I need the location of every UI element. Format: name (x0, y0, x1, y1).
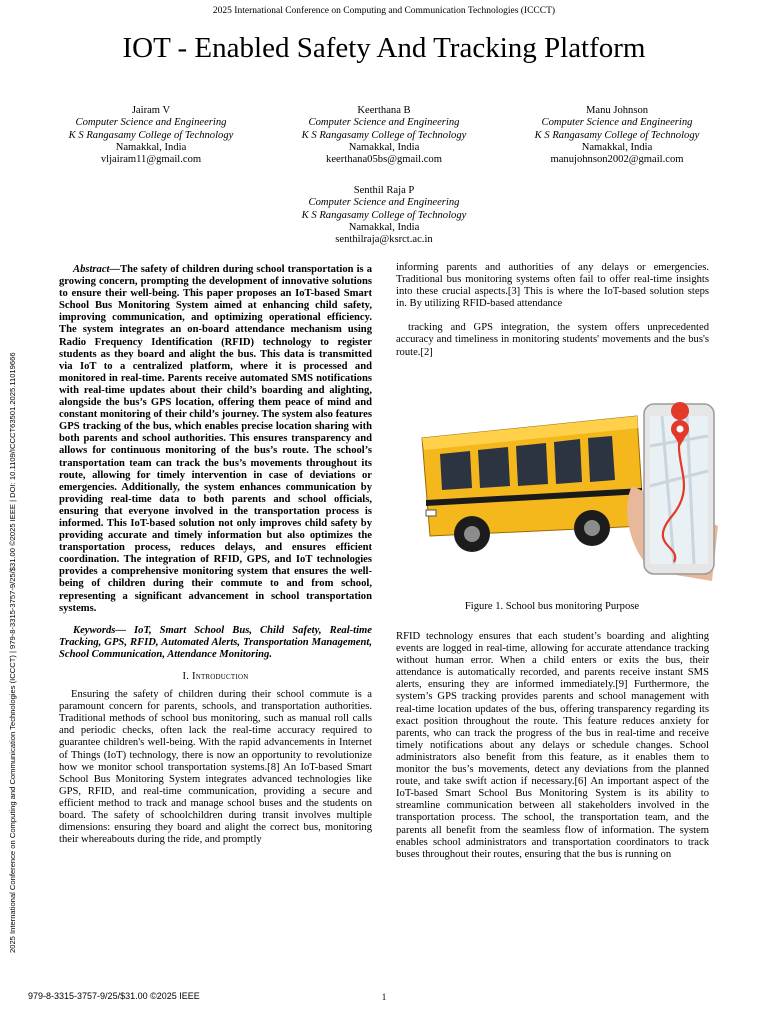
author-location: Namakkal, India (115, 141, 187, 153)
conference-header: 2025 International Conference on Computing and Communication Technologies (ICCCT) (212, 6, 556, 16)
author-dept: Computer Science and Engineering (308, 197, 460, 209)
author-name: Jairam V (131, 105, 171, 116)
author-name: Senthil Raja P (353, 185, 415, 196)
paper-title: IOT - Enabled Safety And Tracking Platform (122, 32, 646, 64)
page-number: 1 (381, 992, 387, 1002)
figure-school-bus-illustration (412, 376, 722, 582)
author-email[interactable]: vljairam11@gmail.com (100, 154, 202, 166)
author-email[interactable]: manujohnson2002@gmail.com (550, 154, 684, 166)
author-dept: Computer Science and Engineering (75, 117, 227, 129)
author-dept: Computer Science and Engineering (308, 117, 460, 129)
author-location: Namakkal, India (348, 221, 420, 233)
side-doi-text: 2025 International Conference on Computing and Communication Technologies (ICCCT) | 979-8-3315-3757-9/25/$31.00 ©2025 IEEE | DOI: 10.1109/ICCCT63501.2025.11019666 (8, 352, 17, 953)
abstract-text: The safety of children during school transportation is a growing concern, prompting the development of innovative solutions to ensure their well-being. This paper proposes an IoT-based Smart School Bus Monitoring System aimed at enhancing child safety, improving communication, and optimizing operational efficiency. The system integrates an on-board attendance mechanism using Radio Frequency Identification (RFID) technology to register students as they board and alight the bus. This data is transmitted via IoT to a centralized platform, where it is processed and monitored in real-time. Parents receive automated SMS notifications with real-time updates about their child’s boarding and alighting, alongside the bus’s GPS location, offering them peace of mind and constant monitoring of their child’s journey. The system also features GPS tracking of the bus, which enables precise location sharing with both parents and school authorities. This ensures transparency and allows for continuous monitoring of the bus’s route. The school’s transportation team can track the bus’s movements throughout its route, allowing for timely intervention in case of deviations or emergencies. Additionally, the system enhances communication by providing real-time data to both parents and school officials, ensuring that everyone involved in the transportation process is informed. This IoT-based solution not only improves child safety by providing accurate and timely information but also optimizes the transportation process, reduces delays, and ensures efficient coordination. The integration of RFID, GPS, and IoT technologies provides a comprehensive monitoring system that ensures the well-being of children during their commute to and from school, representing a significant advancement in school transportation systems. (59, 264, 372, 614)
author-name: Manu Johnson (585, 105, 649, 116)
figure-caption: Figure 1. School bus monitoring Purpose (464, 601, 640, 612)
right-paragraph-3: RFID technology ensures that each student’s boarding and alighting events are logged in real-time, allowing for accurate attendance tracking without human error. When a child enters or exits the bus, their attendance is automatically recorded, and parents receive instant SMS alerts, ensuring they are informed immediately.[9] Furthermore, the system’s GPS tracking provides parents and school management with real-time location updates of the bus, offering transparency regarding its exact position throughout the route. This feature reduces anxiety for parents, who can track the progress of the bus in real-time and receive timely notifications about any delays or schedule changes. School administrators also benefit from this feature, as it enables them to monitor the bus’s movements, detect any deviations from the planned route, and take swift action if necessary.[6] An important aspect of the IoT-based Smart School Bus Monitoring System is its ability to streamline communication between all stakeholders involved in the transportation process. The school, the transportation team, and the parents all benefit from the seamless flow of information. The system enables school administrators and transportation coordinators to track buses throughout their routes, ensuring that the bus is running on (396, 631, 709, 860)
author-email[interactable]: senthilraja@ksrct.ac.in (335, 234, 433, 246)
right-paragraph-2: tracking and GPS integration, the system offers unprecedented accuracy and timeliness in monitoring students' movements and the bus's route.[2] (396, 322, 709, 358)
abstract-label: Abstract— (73, 264, 121, 275)
author-college: K S Rangasamy College of Technology (301, 209, 467, 221)
author-college: K S Rangasamy College of Technology (534, 129, 700, 141)
author-block-4 (274, 185, 494, 246)
right-column-bottom (396, 631, 709, 861)
author-name: Keerthana B (357, 105, 411, 116)
school-bus-image (422, 416, 644, 552)
left-column (59, 264, 372, 846)
keywords-text: IoT, Smart School Bus, Child Safety, Real-time Tracking, GPS, RFID, Automated Alerts, Transportation Management, School Communication, Attendance Monitoring. (59, 624, 372, 660)
intro-paragraph-1: Ensuring the safety of children during their school commute is a paramount concern for parents, schools, and transportation authorities. Traditional methods of school bus monitoring, such as manual roll calls and periodic checks, often lack the real-time accuracy required to guarantee children's well-being. With the rapid advancements in Internet of Things (IoT) technology, there is now an opportunity to revolutionize how we monitor school transportation systems.[8] An IoT-based Smart School Bus Monitoring System integrates advanced technologies like GPS, RFID, and real-time communication, providing a secure and efficient method to track and manage school buses and the students on board. The safety of schoolchildren during transit involves multiple dimensions: ensuring they board and alight the correct bus, monitoring their whereabouts during the ride, and promptly (59, 689, 372, 846)
author-block-1 (41, 105, 261, 166)
author-dept: Computer Science and Engineering (541, 117, 693, 129)
section-number: I. (182, 671, 190, 682)
keywords-label: Keywords— (73, 624, 126, 636)
keywords (59, 625, 372, 661)
phone-map-image (644, 402, 714, 574)
right-paragraph-1: informing parents and authorities of any delays or emergencies. Traditional bus monitoring systems often fail to offer real-time insights into these crucial aspects.[3] This is where the IoT-based solution steps in. By utilizing RFID-based attendance (396, 262, 709, 310)
author-location: Namakkal, India (348, 141, 420, 153)
author-block-2 (274, 105, 494, 166)
section-title: Introduction (191, 671, 249, 682)
author-block-3 (507, 105, 727, 166)
author-location: Namakkal, India (581, 141, 653, 153)
author-college: K S Rangasamy College of Technology (68, 129, 234, 141)
section-heading-introduction (59, 671, 372, 683)
right-column-top (396, 262, 709, 359)
author-email[interactable]: keerthana05bs@gmail.com (326, 154, 442, 166)
author-college: K S Rangasamy College of Technology (301, 129, 467, 141)
footer-copyright: 979-8-3315-3757-9/25/$31.00 ©2025 IEEE (28, 991, 200, 1001)
abstract (59, 264, 372, 615)
